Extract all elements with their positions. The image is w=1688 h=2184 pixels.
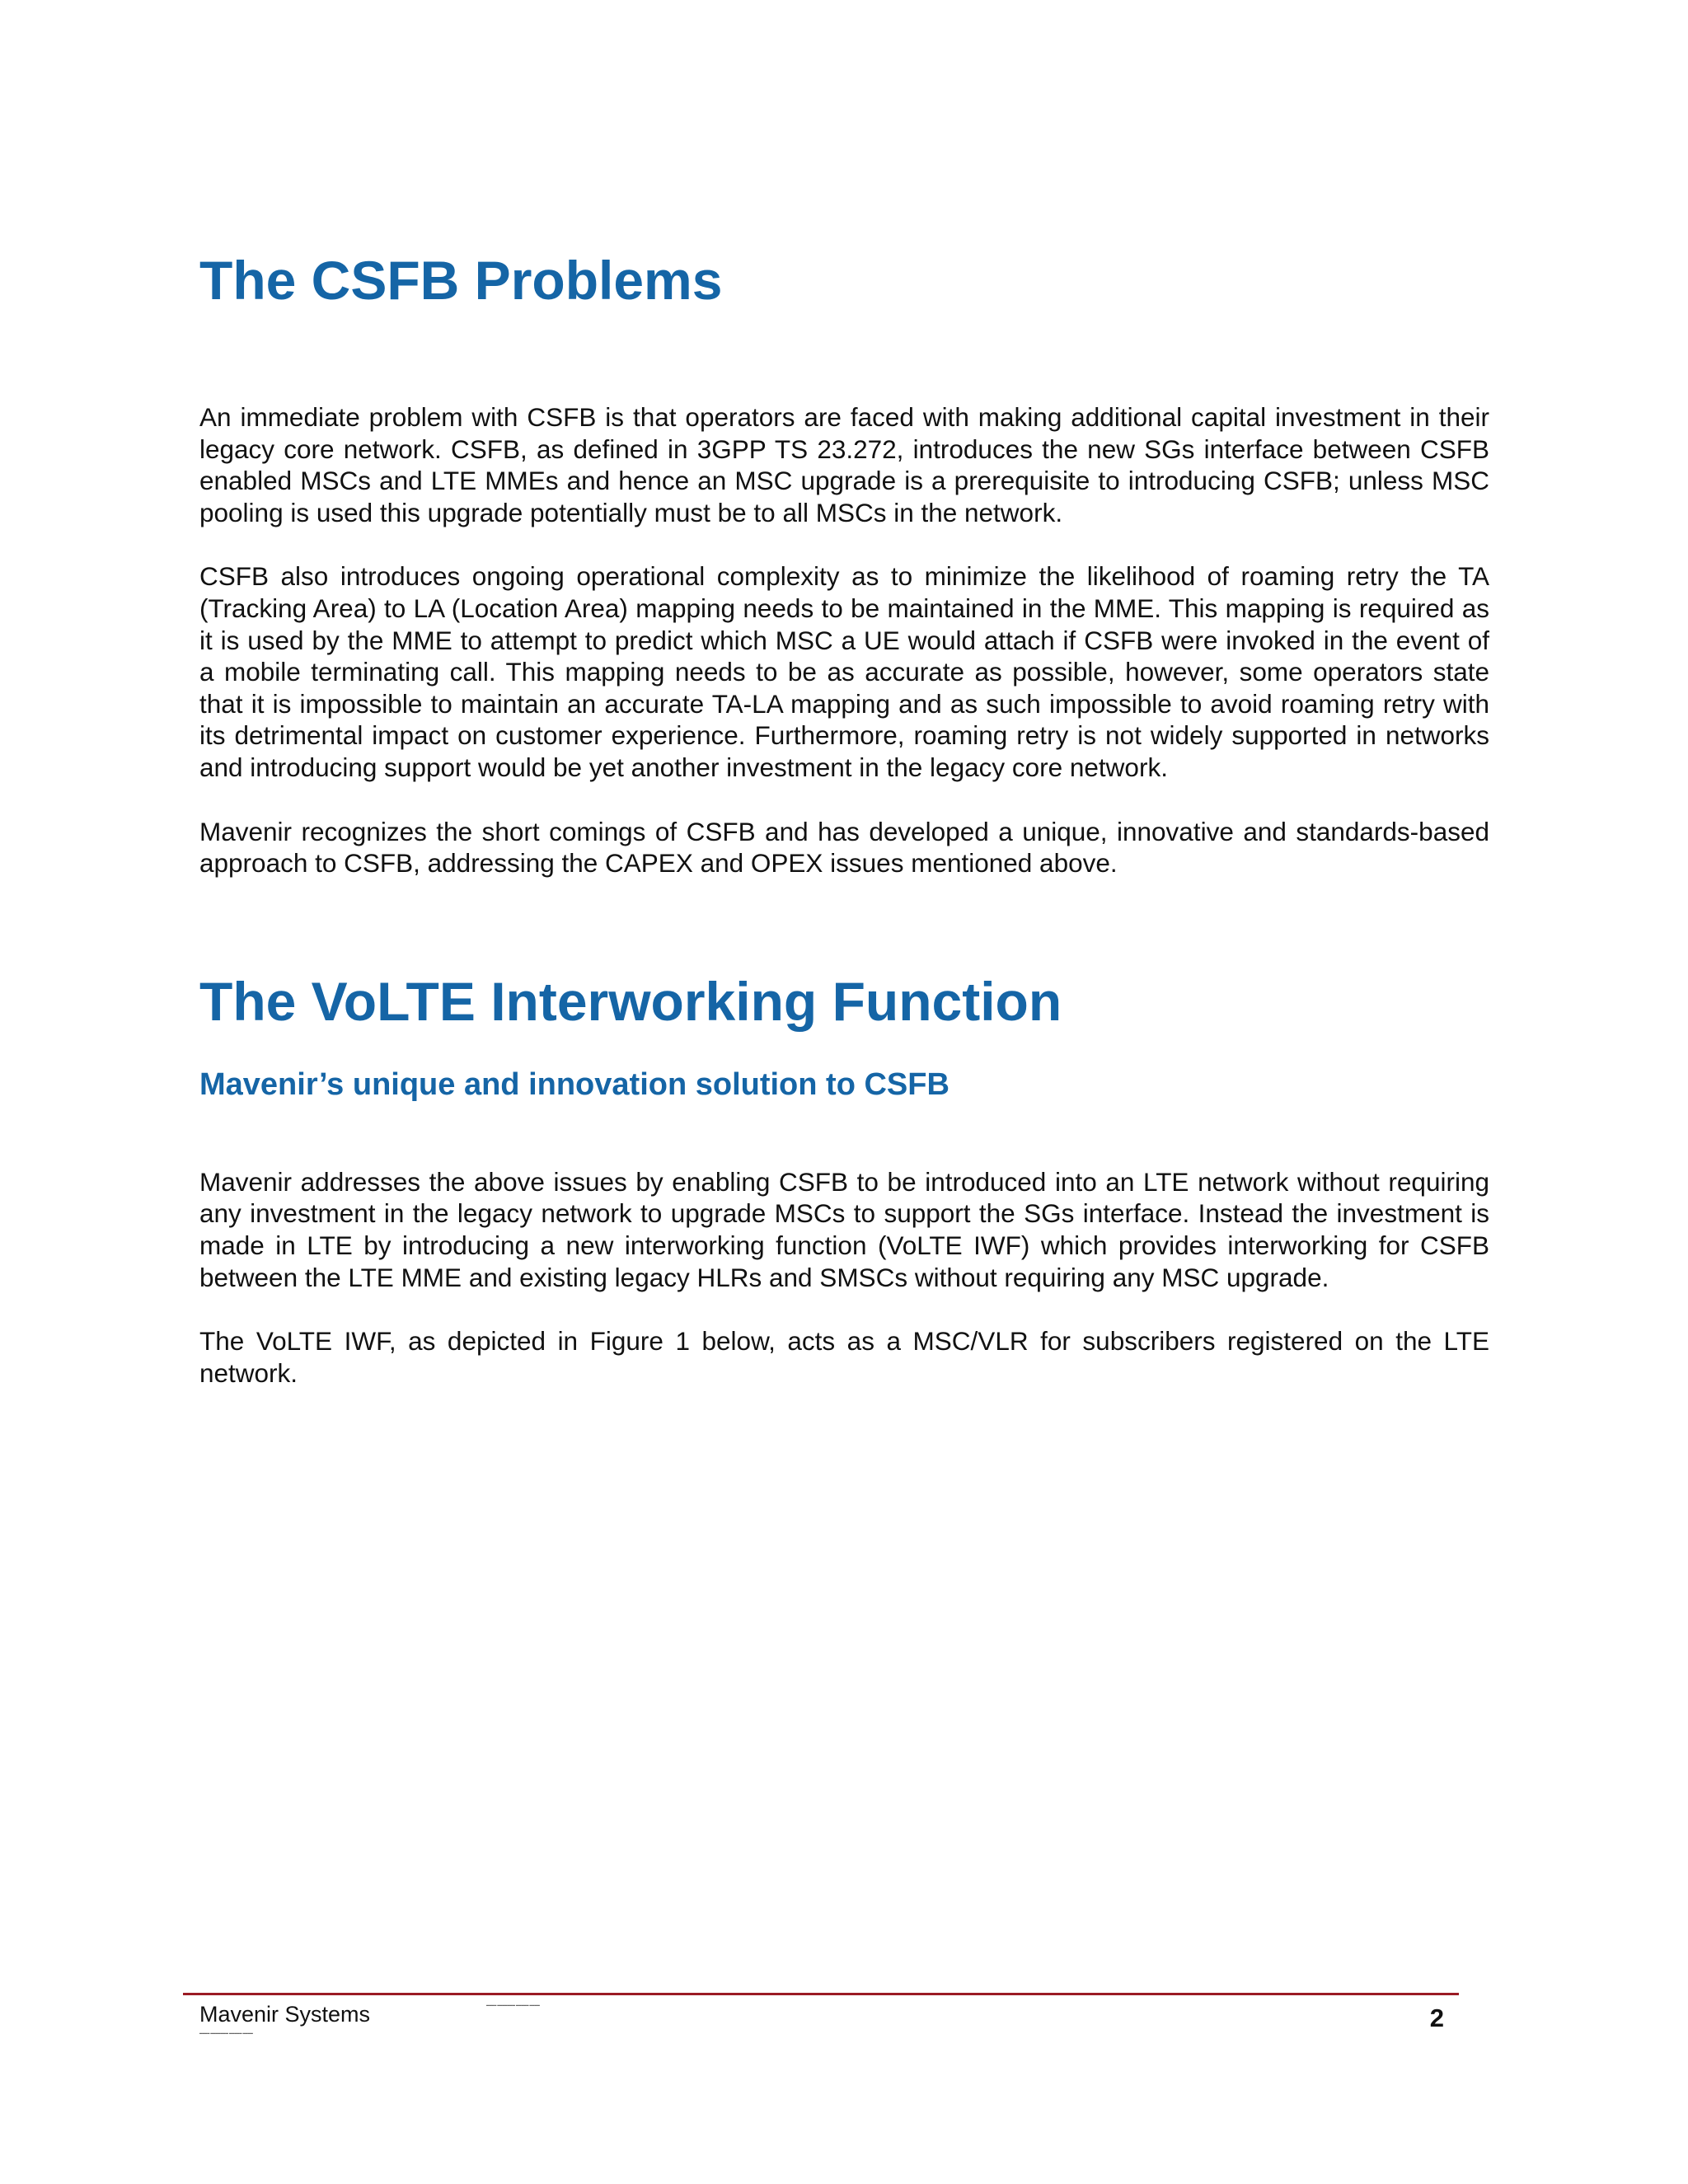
paragraph: CSFB also introduces ongoing operational complexity as to minimize the likelihood of roaming retry the TA (Tracking Area) to LA (Location Area) mapping needs to be maintained in the MME. This mapping is required as it is used by the MME to attempt to predict which MSC a UE would attach if CSFB were invoked in the event of a mobile terminating call. This mapping needs to be as accurate as possible, however, some operators state that it is impossible to maintain an accurate TA-LA mapping and as such impossible to avoid roaming retry with its detrimental impact on customer experience. Furthermore, roaming retry is not widely supported in networks and introducing support would be yet another investment in the legacy core network.: [199, 561, 1489, 782]
section-subheading: Mavenir’s unique and innovation solution to CSFB: [199, 1066, 950, 1102]
footer-divider: [183, 1993, 1459, 1995]
paragraph: An immediate problem with CSFB is that operators are faced with making additional capital investment in their legacy core network. CSFB, as defined in 3GPP TS 23.272, introduces the new SGs interface between CSFB enabled MSCs and LTE MMEs and hence an MSC upgrade is a prerequisite to introducing CSFB; unless MSC pooling is used this upgrade potentially must be to all MSCs in the network.: [199, 402, 1489, 527]
footer-fine-print: ▂▂▂▂ ▂▂▂▂▂▂▂ ▂▂▂▂▂ ▂▂▂▂: [486, 2002, 540, 2006]
paragraph: Mavenir addresses the above issues by enabling CSFB to be introduced into an LTE network without requiring any investment in the legacy network to upgrade MSCs to support the SGs interface. Instead the investment is made in LTE by introducing a new interworking function (VoLTE IWF) which provides interworking for CSFB between the LTE MME and existing legacy HLRs and SMSCs without requiring any MSC upgrade.: [199, 1166, 1489, 1292]
paragraph: The VoLTE IWF, as depicted in Figure 1 below, acts as a MSC/VLR for subscribers registered on the LTE network.: [199, 1326, 1489, 1388]
footer-page-number: 2: [1429, 2004, 1444, 2032]
footer-fine-print: ▂▂▂▂ ▂▂▂▂▂▂▂ ▂▂▂▂▂ ▂▂▂▂: [199, 2030, 253, 2034]
page-content: [199, 247, 1489, 1389]
paragraph: Mavenir recognizes the short comings of CSFB and has developed a unique, innovative and standards-based approach to CSFB, addressing the CAPEX and OPEX issues mentioned above.: [199, 816, 1489, 879]
footer-company-name: Mavenir Systems: [199, 2002, 371, 2027]
section-heading-volte-iwf: The VoLTE Interworking Function: [199, 970, 1062, 1032]
section-heading-csfb-problems: The CSFB Problems: [199, 250, 723, 311]
